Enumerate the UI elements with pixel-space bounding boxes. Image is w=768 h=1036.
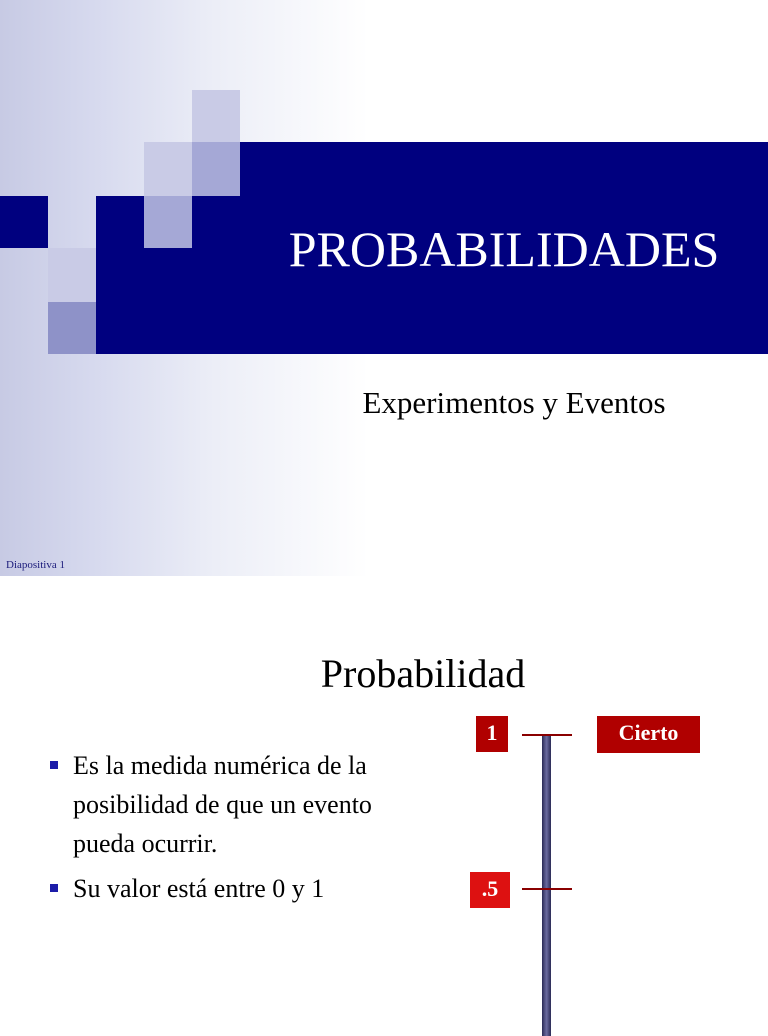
scale-label-mid: .5 [470,872,510,908]
title-band-left [0,196,48,248]
slide-subtitle: Experimentos y Eventos [362,385,666,420]
decor-square [144,196,192,248]
decor-square [48,248,96,302]
probability-scale-axis [542,736,551,1036]
bullet-item [48,869,428,908]
slide-title: Probabilidad [320,651,526,696]
scale-tick-mid [522,888,572,890]
scale-tick-top [522,734,572,736]
decor-square [144,142,192,196]
decor-square [192,90,240,142]
slide-footer: Diapositiva 1 [6,559,65,571]
slide-title: PROBABILIDADES [288,221,720,277]
decor-square [192,142,240,196]
title-band-step [144,248,240,354]
decor-square [48,302,96,354]
bullet-text: Es la medida numérica de la posibilidad de que un evento pueda ocurrir. [73,751,372,858]
title-band-step2 [192,196,240,248]
square-bullet-icon [50,761,58,769]
square-bullet-icon [50,884,58,892]
bullet-item [48,746,428,863]
title-band-step3 [96,302,144,354]
bullet-text: Su valor está entre 0 y 1 [73,874,325,903]
scale-label-certain: Cierto [597,716,700,753]
scale-label-top: 1 [476,716,508,752]
bullet-list [48,746,428,914]
slide-2 [0,576,768,1024]
